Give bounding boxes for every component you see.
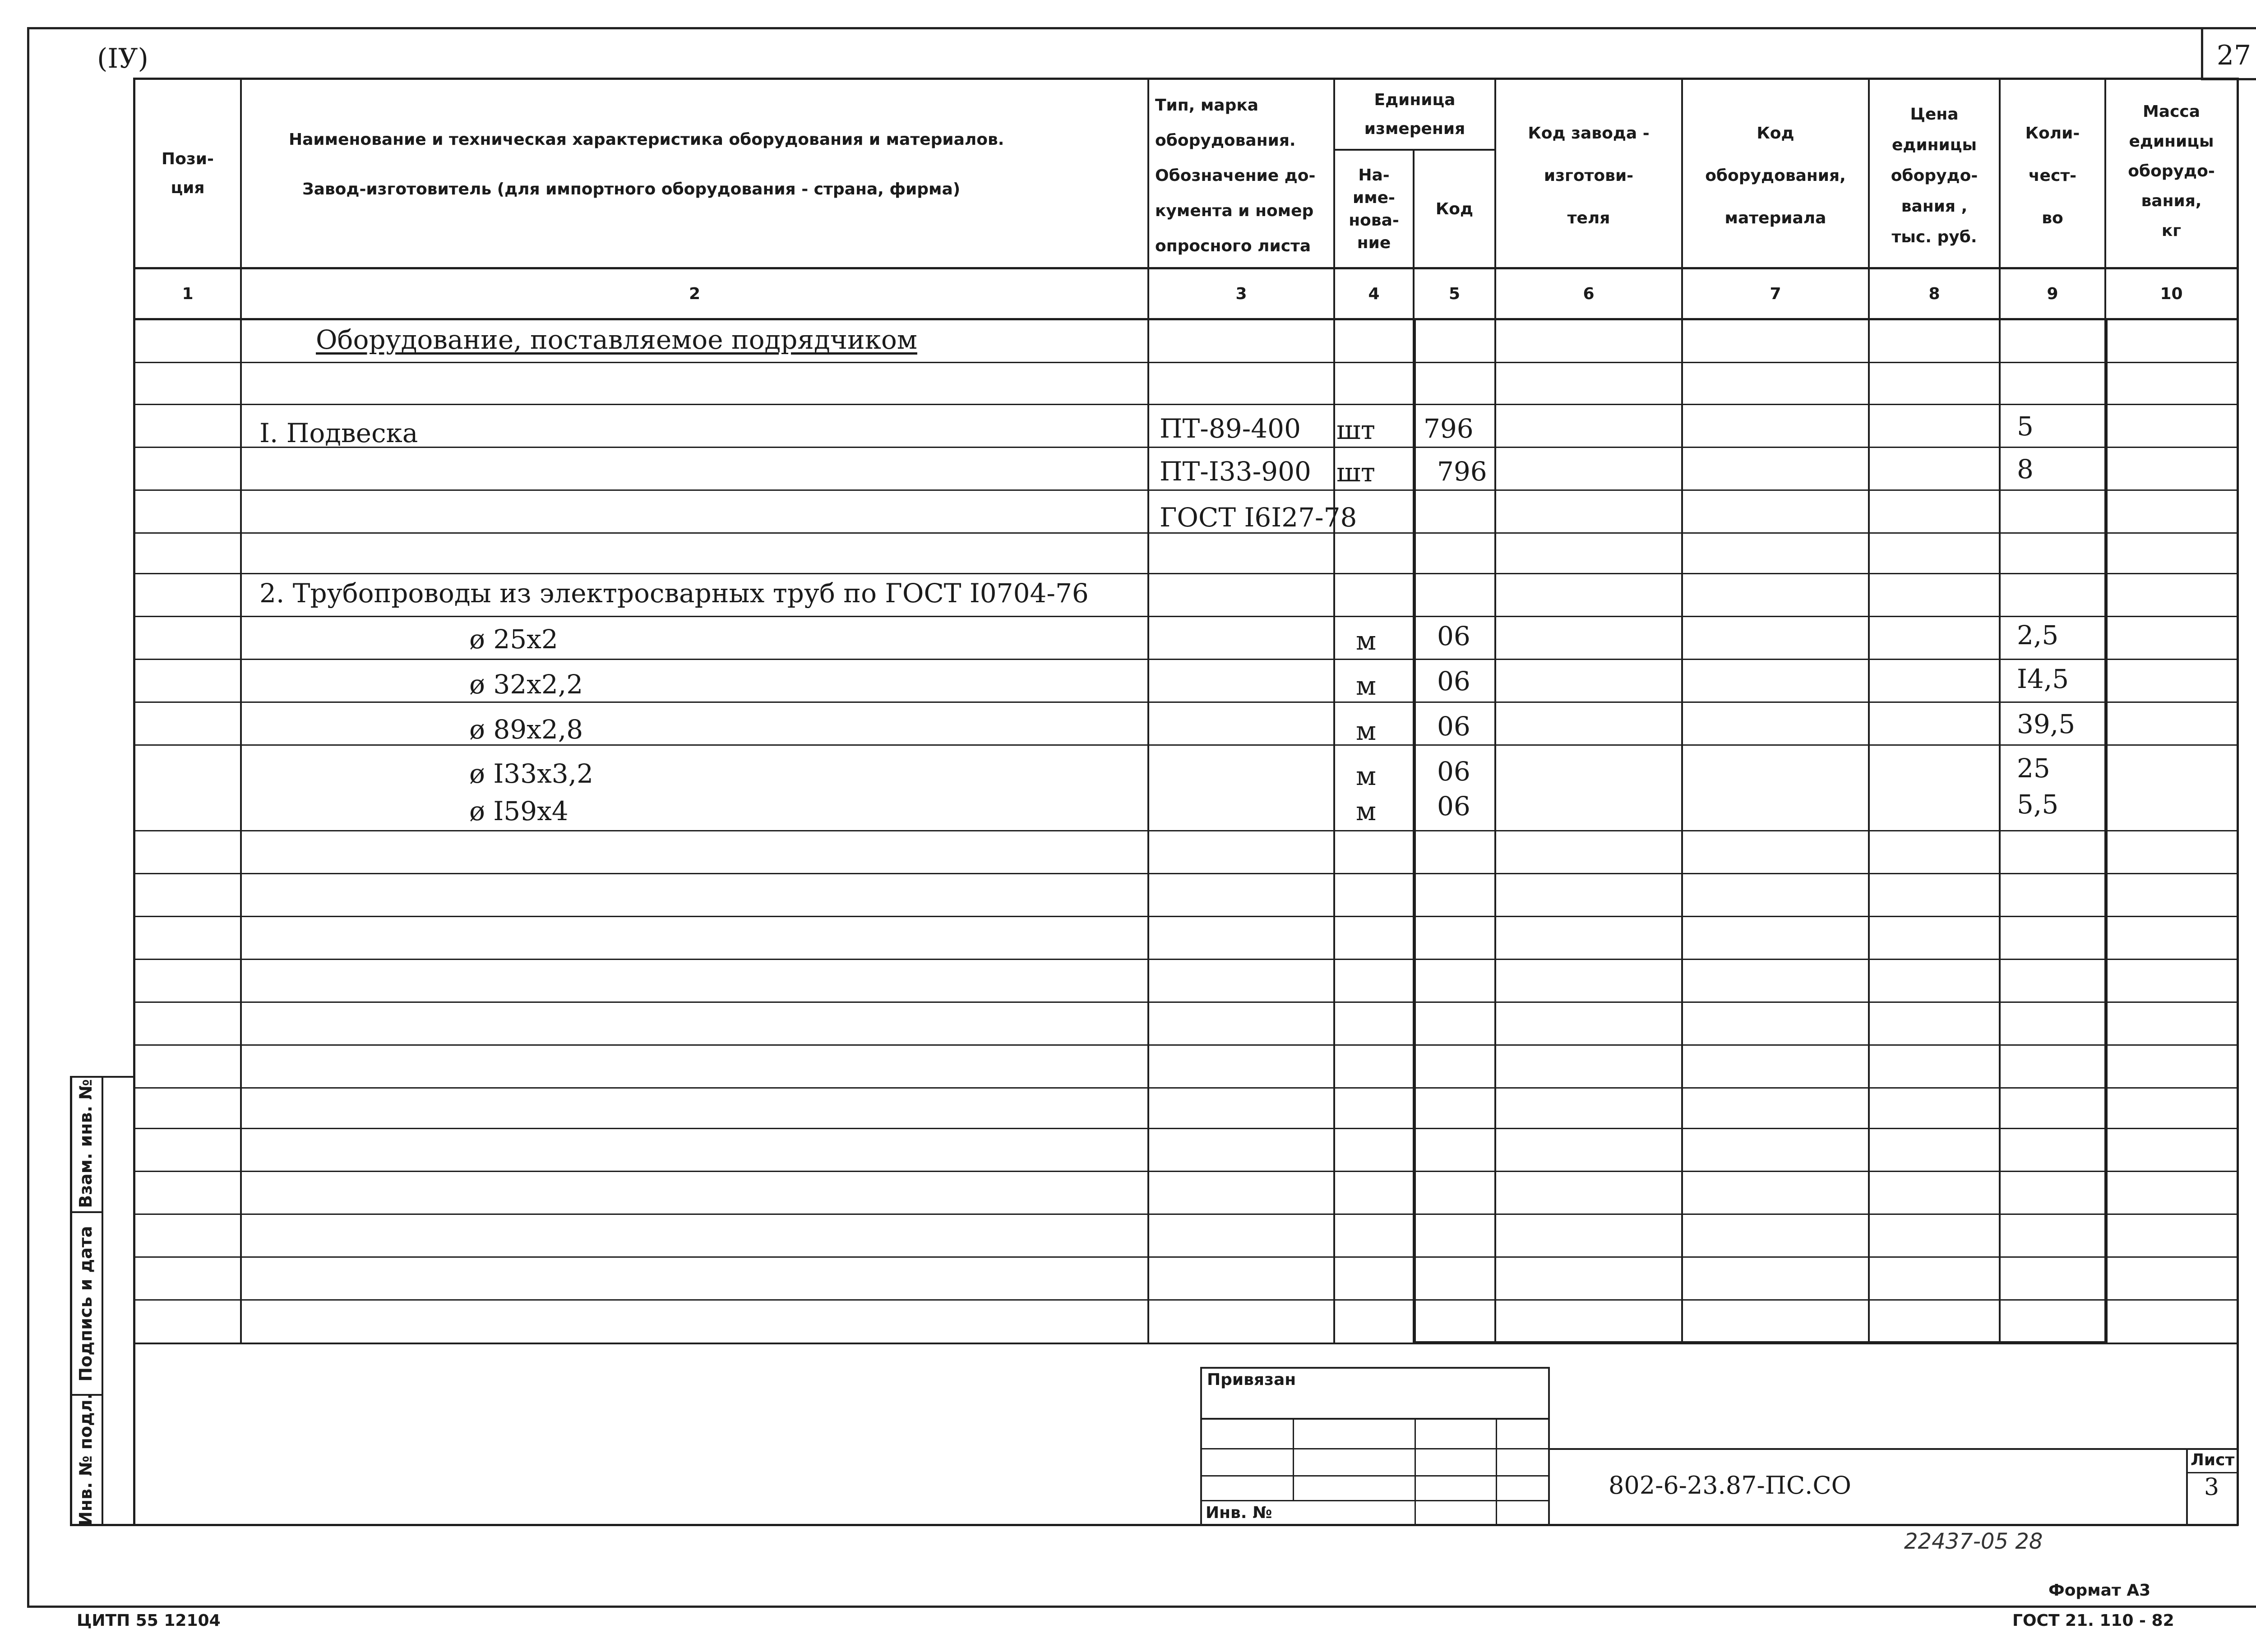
item-qty: 8 [2017, 454, 2034, 485]
header-price: Цена единицы оборудо- вания , тыс. руб. [1891, 105, 1978, 246]
colnum-7: 7 [1770, 284, 1781, 303]
corner-mark: (IУ) [97, 43, 148, 74]
item-unit: шт [1336, 415, 1376, 445]
item-name: ø 32x2,2 [469, 669, 583, 700]
colnum-6: 6 [1583, 284, 1595, 303]
item-code: 796 [1437, 456, 1487, 487]
colnum-8: 8 [1928, 284, 1940, 303]
item-name: ø I33x3,2 [469, 758, 594, 789]
item-code: 06 [1437, 791, 1470, 821]
colnum-2: 2 [689, 284, 701, 303]
item-name: 2. Трубопроводы из электросварных труб по ГОСТ I0704-76 [259, 578, 1089, 609]
colnum-3: 3 [1235, 284, 1247, 303]
inv-no-label: Инв. № [1206, 1504, 1272, 1522]
item-qty: 2,5 [2017, 620, 2059, 651]
footer-left-code: ЦИТП 55 12104 [77, 1611, 221, 1630]
colnum-10: 10 [2160, 284, 2183, 303]
item-qty: I4,5 [2017, 664, 2069, 694]
item-qty: 25 [2017, 753, 2050, 784]
stamp-inv-podl: Инв. № подл. [76, 1393, 96, 1526]
colnum-5: 5 [1448, 284, 1461, 303]
privyazan-box [1200, 1367, 1550, 1526]
item-code: 06 [1437, 666, 1470, 697]
header-mass: Масса единицы оборудо- вания, кг [2128, 102, 2215, 240]
item-qty: 5,5 [2017, 789, 2059, 820]
item-name: ø 25x2 [469, 624, 558, 655]
header-equipment-code: Код оборудования, материала [1705, 124, 1846, 227]
item-type: ГОСТ I6I27-78 [1160, 502, 1357, 533]
colnum-1: 1 [182, 284, 194, 303]
handwritten-reference: 22437-05 28 [1904, 1529, 2043, 1554]
item-unit: м [1356, 715, 1377, 746]
header-factory-code: Код завода - изготови- теля [1528, 124, 1650, 227]
item-code: 06 [1437, 621, 1470, 651]
header-quantity: Коли- чест- во [2025, 124, 2080, 227]
item-qty: 5 [2017, 411, 2034, 442]
document-code: 802-6-23.87-ПС.СО [1609, 1471, 1851, 1500]
item-unit: шт [1336, 457, 1376, 488]
colnum-4: 4 [1368, 284, 1380, 303]
privyazan-label: Привязан [1207, 1371, 1296, 1389]
item-name: ø I59x4 [469, 796, 569, 826]
header-type: Тип, марка оборудования. Обозначение до- кумента и номер опросного листа [1155, 96, 1316, 255]
item-name: I. Подвеска [259, 418, 418, 448]
sheet-frame [27, 27, 2256, 1608]
header-position: Пози- ция [162, 149, 214, 197]
item-unit: м [1356, 796, 1377, 826]
item-type: ПТ-89-400 [1160, 413, 1301, 444]
stamp-signature-date: Подпись и дата [76, 1226, 96, 1382]
header-name-line1: Наименование и техническая характеристика оборудования и материалов. [289, 130, 1004, 149]
stamp-inv-vzam: Взам. инв. № [76, 1079, 96, 1208]
item-unit: м [1356, 761, 1377, 791]
colnum-9: 9 [2047, 284, 2058, 303]
footer-standard: ГОСТ 21. 110 - 82 [2012, 1611, 2174, 1630]
item-name: ø 89x2,8 [469, 714, 583, 745]
header-unit-code: Код [1435, 199, 1474, 218]
item-code: 06 [1437, 756, 1470, 787]
item-unit: м [1356, 625, 1377, 656]
item-code: 796 [1424, 413, 1474, 444]
item-code: 06 [1437, 711, 1470, 742]
header-unit-group: Единица измерения [1364, 91, 1465, 138]
sheet-number: 3 [2204, 1474, 2219, 1501]
item-unit: м [1356, 670, 1377, 701]
sheet-label: Лист [2191, 1451, 2235, 1469]
header-unit-name: На- име- нова- ние [1349, 166, 1399, 252]
header-name-line2: Завод-изготовитель (для импортного оборудования - страна, фирма) [302, 180, 961, 198]
item-type: ПТ-I33-900 [1160, 456, 1311, 487]
item-qty: 39,5 [2017, 709, 2076, 739]
format-label: Формат А3 [2048, 1581, 2151, 1600]
page-number: 27 [2216, 40, 2251, 71]
section-title: Оборудование, поставляемое подрядчиком [316, 324, 917, 355]
